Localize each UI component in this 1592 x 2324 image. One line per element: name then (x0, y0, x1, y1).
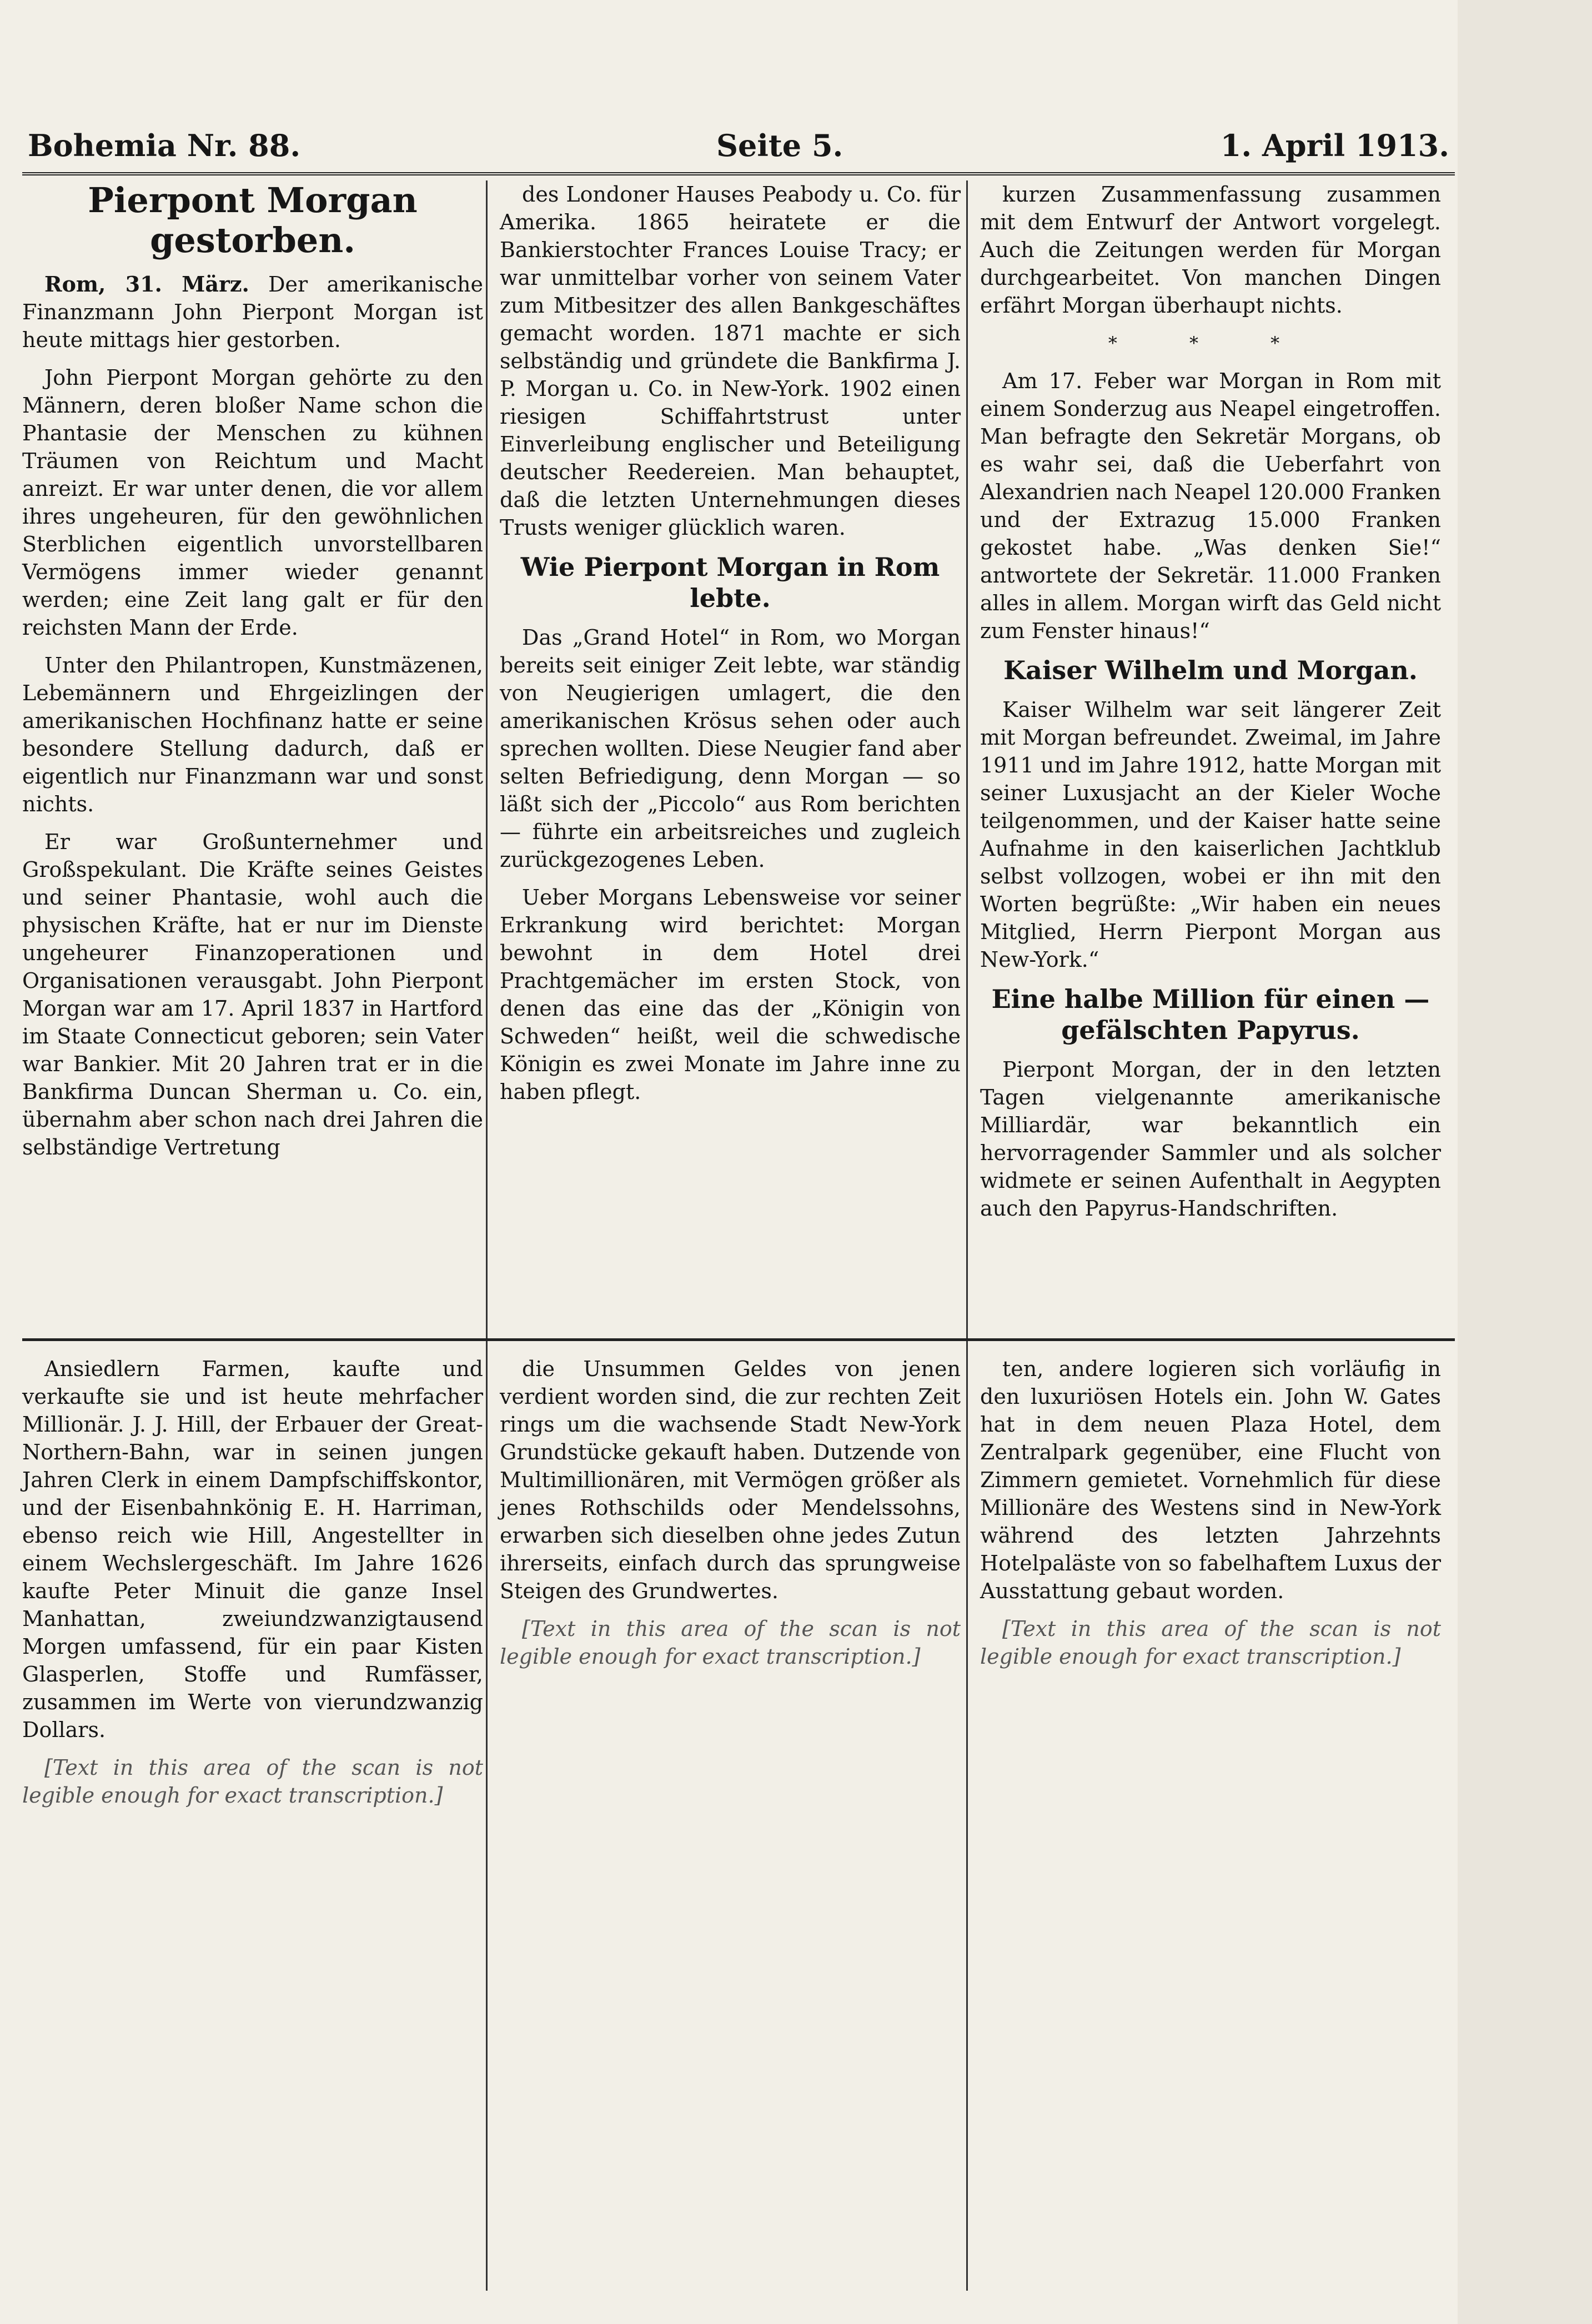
paragraph: des Londoner Hauses Peabody u. Co. für Amerika. 1865 heiratete er die Bankierstochter Frances Louise Tracy; er war unmittelbar vorher von seinem Vater zum Mitbesitzer des allen Bankgeschäftes gemacht worden. 1871 machte er sich selbständig und gründete die Bankfirma J. P. Morgan u. Co. in New-York. 1902 einen riesigen Schiffahrtstrust unter Einverleibung englischer und Beteiligung deutscher Reedereien. Man behauptet, daß die letzten Unternehmungen dieses Trusts weniger glücklich waren. (500, 182, 961, 540)
column-rule-2 (966, 180, 968, 2291)
paragraph: Ansiedlern Farmen, kaufte und verkaufte sie und ist heute mehrfacher Millionär. J. J. Hill, der Erbauer der Great-Northern-Bahn, war in seinen jungen Jahren Clerk in einem Dampfschiffskontor, und der Eisenbahnkönig E. H. Harriman, ebenso reich wie Hill, Angestellter in einem Wechslergeschäft. Im Jahre 1626 kaufte Peter Minuit die ganze Insel Manhattan, zweiundzwanzigtausend Morgen umfassend, für ein paar Kisten Glasperlen, Stoffe und Rumfässer, zusammen im Werte von vierundzwanzig Dollars. (22, 1357, 483, 1742)
illegible-note: [Text in this area of the scan is not legible enough for exact transcription.] (500, 1617, 961, 1669)
paragraph: Unter den Philantropen, Kunstmäzenen, Lebemännern und Ehrgeizlingen der amerikanischen Hochfinanz hatte er seine besondere Stellung dadurch, daß er eigentlich nur Finanzmann war und sonst nichts. (22, 653, 483, 816)
scan-margin (1458, 0, 1592, 2324)
lower-column-1 (22, 1355, 483, 1819)
paragraph: ten, andere logieren sich vorläufig in den luxuriösen Hotels ein. John W. Gates hat in dem neuen Plaza Hotel, dem Zentralpark gegenüber, eine Flucht von Zimmern gemietet. Vornehmlich für diese Millionäre des Westens sind in New-York während des letzten Jahrzehnts Hotelpaläste von so fabelhaftem Luxus der Ausstattung gebaut worden. (980, 1357, 1441, 1603)
column-2 (500, 180, 961, 1116)
lead-text: Der amerikanische Finanzmann John Pierpont Morgan ist heute mittags hier gestorben. (22, 272, 484, 352)
article-lead (22, 270, 483, 354)
section-rule (22, 1338, 1455, 1341)
lower-column-2 (500, 1355, 961, 1680)
paper-name: Bohemia Nr. 88. (28, 128, 301, 163)
paragraph: Er war Großunternehmer und Großspekulant. Die Kräfte seines Geistes und seiner Phantasie, wohl auch die physischen Kräfte, hat er nur im Dienste ungeheurer Finanzoperationen und Organisationen verausgabt. John Pierpont Morgan war am 17. April 1837 in Hartford im Staate Connecticut geboren; sein Vater war Bankier. Mit 20 Jahren trat er in die Bankfirma Duncan Sherman u. Co. ein, übernahm aber schon nach drei Jahren die selbständige Vertretung (22, 830, 483, 1160)
paragraph: Ueber Morgans Lebensweise vor seiner Erkrankung wird berichtet: Morgan bewohnt in dem Hotel drei Prachtgemächer im ersten Stock, von denen das eine das der „Königin von Schweden“ heißt, weil die schwedische Königin es zwei Monate im Jahre inne zu haben pflegt. (500, 885, 961, 1104)
article-headline: Kaiser Wilhelm und Morgan. (1003, 655, 1418, 685)
paragraph: kurzen Zusammenfassung zusammen mit dem Entwurf der Antwort vorgelegt. Auch die Zeitungen werden für Morgan durchgearbeitet. Von manchen Dingen erfährt Morgan überhaupt nichts. (980, 182, 1441, 318)
paragraph: Das „Grand Hotel“ in Rom, wo Morgan bereits seit einiger Zeit lebte, war ständig von Neugierigen umlagert, die den amerikanischen Krösus sehen oder auch sprechen wollten. Diese Neugier fand aber selten Befriedigung, denn Morgan — so läßt sich der „Piccolo“ aus Rom berichten — führte ein arbeitsreiches und zugleich zurückgezogenes Leben. (500, 625, 961, 872)
article-headline: Pierpont Morgan gestorben. (88, 180, 418, 260)
article-headline: Wie Pierpont Morgan in Rom lebte. (520, 552, 940, 613)
illegible-note: [Text in this area of the scan is not legible enough for exact transcription.] (980, 1617, 1441, 1669)
article-headline: Eine halbe Million für einen — gefälschten Papyrus. (991, 984, 1430, 1045)
dateline: Rom, 31. März. (44, 272, 249, 297)
paragraph: die Unsummen Geldes von jenen verdient worden sind, die zur rechten Zeit rings um die wachsende Stadt New-York Grundstücke gekauft haben. Dutzende von Multimillionären, mit Vermögen größer als jenes Rothschilds oder Mendelssohns, erwarben sich dieselben ohne jedes Zutun ihrerseits, einfach durch das sprungweise Steigen des Grundwertes. (500, 1357, 961, 1603)
paragraph: John Pierpont Morgan gehörte zu den Männern, deren bloßer Name schon die Phantasie der Menschen zu kühnen Träumen von Reichtum und Macht anreizt. Er war unter denen, die vor allem ihres ungeheuren, für den gewöhnlichen Sterblichen eigentlich unvorstellbaren Vermögens immer wieder genannt werden; eine Zeit lang galt er für den reichsten Mann der Erde. (22, 365, 483, 640)
separator-stars: * * * (1108, 333, 1313, 354)
column-rule-1 (486, 180, 488, 2291)
column-3 (980, 180, 1441, 1232)
column-1 (22, 180, 483, 1171)
paragraph: Am 17. Feber war Morgan in Rom mit einem Sonderzug aus Neapel eingetroffen. Man befragte den Sekretär Morgans, ob es wahr sei, daß die Ueberfahrt von Alexandrien nach Neapel 120.000 Franken und der Extrazug 15.000 Franken gekostet habe. „Was denken Sie!“ antwortete der Sekretär. 11.000 Franken alles in allem. Morgan wirft das Geld nicht zum Fenster hinaus!“ (980, 369, 1441, 643)
paragraph: Kaiser Wilhelm war seit längerer Zeit mit Morgan befreundet. Zweimal, im Jahre 1911 und im Jahre 1912, hatte Morgan mit seiner Luxusjacht an der Kieler Woche teilgenommen, und der Kaiser hatte seine Aufnahme in den kaiserlichen Jachtklub selbst vollzogen, wobei er ihn mit den Worten begrüßte: „Wir haben ein neues Mitglied, Herrn Pierpont Morgan aus New-York.“ (980, 697, 1441, 972)
masthead (22, 122, 1455, 175)
lower-column-3 (980, 1355, 1441, 1680)
paragraph: Pierpont Morgan, der in den letzten Tagen vielgenannte amerikanische Milliardär, war bekanntlich ein hervorragender Sammler und als solcher widmete er seinen Aufenthalt in Aegypten auch den Papyrus-Handschriften. (980, 1057, 1441, 1221)
page-number: Seite 5. (716, 128, 843, 163)
issue-date: 1. April 1913. (1220, 128, 1449, 163)
illegible-note: [Text in this area of the scan is not legible enough for exact transcription.] (22, 1755, 483, 1808)
